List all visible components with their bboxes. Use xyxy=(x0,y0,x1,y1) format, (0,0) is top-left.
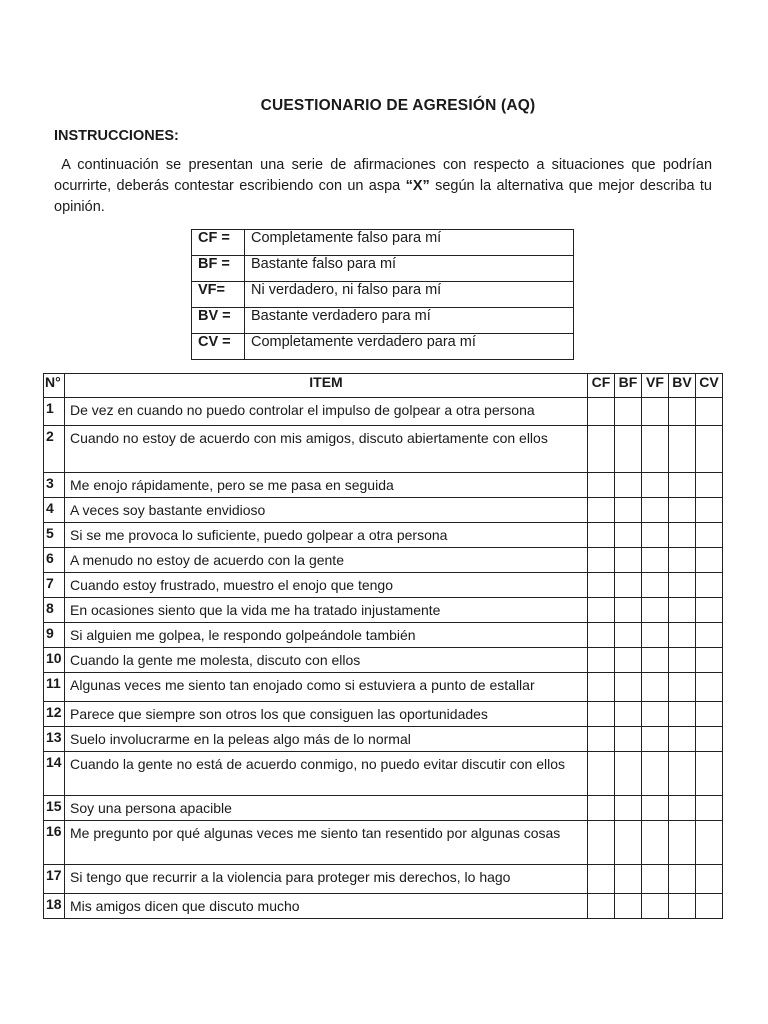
item-number: 14 xyxy=(44,752,65,796)
table-row xyxy=(44,498,723,523)
header-cf: CF xyxy=(588,374,615,398)
table-row xyxy=(44,796,723,821)
answer-cell-cv[interactable] xyxy=(696,894,723,919)
answer-cell-bf[interactable] xyxy=(615,752,642,796)
table-row xyxy=(44,673,723,702)
item-text: Suelo involucrarme en la peleas algo más de lo normal xyxy=(65,727,588,752)
answer-cell-vf[interactable] xyxy=(642,473,669,498)
answer-cell-vf[interactable] xyxy=(642,623,669,648)
answer-cell-bv[interactable] xyxy=(669,573,696,598)
item-number: 9 xyxy=(44,623,65,648)
item-number: 13 xyxy=(44,727,65,752)
table-row xyxy=(44,598,723,623)
answer-cell-bf[interactable] xyxy=(615,426,642,473)
legend-code: CV = xyxy=(192,334,245,360)
answer-cell-cv[interactable] xyxy=(696,398,723,426)
item-number: 2 xyxy=(44,426,65,473)
answer-cell-cf[interactable] xyxy=(588,573,615,598)
answer-cell-vf[interactable] xyxy=(642,573,669,598)
table-row xyxy=(44,623,723,648)
answer-cell-vf[interactable] xyxy=(642,598,669,623)
answer-cell-cf[interactable] xyxy=(588,865,615,894)
answer-cell-cv[interactable] xyxy=(696,752,723,796)
answer-cell-cv[interactable] xyxy=(696,673,723,702)
item-number: 3 xyxy=(44,473,65,498)
answer-cell-cv[interactable] xyxy=(696,865,723,894)
legend-label: Bastante falso para mí xyxy=(245,256,574,282)
answer-cell-bv[interactable] xyxy=(669,473,696,498)
legend-label: Completamente verdadero para mí xyxy=(245,334,574,360)
item-text: Algunas veces me siento tan enojado como si estuviera a punto de estallar xyxy=(65,673,588,702)
answer-cell-vf[interactable] xyxy=(642,426,669,473)
answer-cell-cf[interactable] xyxy=(588,548,615,573)
item-text: Si se me provoca lo suficiente, puedo golpear a otra persona xyxy=(65,523,588,548)
item-number: 11 xyxy=(44,673,65,702)
answer-cell-vf[interactable] xyxy=(642,673,669,702)
answer-cell-cf[interactable] xyxy=(588,702,615,727)
item-number: 16 xyxy=(44,821,65,865)
table-row xyxy=(44,548,723,573)
answer-cell-vf[interactable] xyxy=(642,702,669,727)
item-text: Mis amigos dicen que discuto mucho xyxy=(65,894,588,919)
answer-cell-vf[interactable] xyxy=(642,821,669,865)
item-text: Cuando la gente me molesta, discuto con ellos xyxy=(65,648,588,673)
answer-cell-cf[interactable] xyxy=(588,752,615,796)
answer-cell-cv[interactable] xyxy=(696,573,723,598)
answer-cell-bv[interactable] xyxy=(669,752,696,796)
legend-row xyxy=(192,334,574,360)
answer-cell-cv[interactable] xyxy=(696,598,723,623)
answer-cell-bf[interactable] xyxy=(615,398,642,426)
answer-cell-cf[interactable] xyxy=(588,598,615,623)
answer-cell-bf[interactable] xyxy=(615,573,642,598)
answer-cell-cv[interactable] xyxy=(696,473,723,498)
table-row xyxy=(44,398,723,426)
answer-cell-bf[interactable] xyxy=(615,548,642,573)
item-text: Cuando la gente no está de acuerdo conmigo, no puedo evitar discutir con ellos xyxy=(65,752,588,796)
answer-cell-bf[interactable] xyxy=(615,727,642,752)
item-number: 8 xyxy=(44,598,65,623)
item-number: 17 xyxy=(44,865,65,894)
answer-cell-cv[interactable] xyxy=(696,702,723,727)
legend-code: CF = xyxy=(192,230,245,256)
answer-cell-vf[interactable] xyxy=(642,548,669,573)
item-text: Si tengo que recurrir a la violencia para proteger mis derechos, lo hago xyxy=(65,865,588,894)
answer-cell-bv[interactable] xyxy=(669,523,696,548)
item-text: Cuando estoy frustrado, muestro el enojo que tengo xyxy=(65,573,588,598)
answer-cell-bv[interactable] xyxy=(669,398,696,426)
answer-cell-bv[interactable] xyxy=(669,865,696,894)
item-text: A veces soy bastante envidioso xyxy=(65,498,588,523)
legend-code: BV = xyxy=(192,308,245,334)
table-row xyxy=(44,426,723,473)
answer-cell-cf[interactable] xyxy=(588,894,615,919)
answer-cell-bf[interactable] xyxy=(615,821,642,865)
legend-code: VF= xyxy=(192,282,245,308)
answer-cell-vf[interactable] xyxy=(642,727,669,752)
answer-cell-bf[interactable] xyxy=(615,648,642,673)
table-row xyxy=(44,727,723,752)
answer-cell-cv[interactable] xyxy=(696,498,723,523)
answer-cell-cf[interactable] xyxy=(588,796,615,821)
item-number: 6 xyxy=(44,548,65,573)
legend-label: Completamente falso para mí xyxy=(245,230,574,256)
answer-cell-cv[interactable] xyxy=(696,548,723,573)
answer-cell-cv[interactable] xyxy=(696,796,723,821)
table-row xyxy=(44,473,723,498)
answer-cell-bv[interactable] xyxy=(669,821,696,865)
intro-paragraph xyxy=(54,155,712,218)
answer-cell-cv[interactable] xyxy=(696,426,723,473)
legend-row xyxy=(192,230,574,256)
table-row xyxy=(44,865,723,894)
legend-row xyxy=(192,282,574,308)
answer-cell-cv[interactable] xyxy=(696,727,723,752)
header-vf: VF xyxy=(642,374,669,398)
answer-cell-bv[interactable] xyxy=(669,648,696,673)
item-text: Me pregunto por qué algunas veces me siento tan resentido por algunas cosas xyxy=(65,821,588,865)
answer-cell-vf[interactable] xyxy=(642,523,669,548)
item-number: 7 xyxy=(44,573,65,598)
answer-cell-bv[interactable] xyxy=(669,796,696,821)
answer-cell-bv[interactable] xyxy=(669,598,696,623)
answer-cell-vf[interactable] xyxy=(642,648,669,673)
answer-cell-bv[interactable] xyxy=(669,673,696,702)
intro-text-1: A continuación se presentan una serie de afirmaciones con respecto a situaciones que podrían ocurrirte, deberás contestar escribiendo con un aspa xyxy=(54,157,713,194)
answer-cell-bf[interactable] xyxy=(615,796,642,821)
answer-cell-vf[interactable] xyxy=(642,752,669,796)
answer-cell-cf[interactable] xyxy=(588,821,615,865)
answer-cell-cf[interactable] xyxy=(588,398,615,426)
answer-cell-bf[interactable] xyxy=(615,523,642,548)
item-number: 15 xyxy=(44,796,65,821)
table-row xyxy=(44,523,723,548)
table-row xyxy=(44,821,723,865)
answer-cell-bv[interactable] xyxy=(669,498,696,523)
header-num: N° xyxy=(44,374,65,398)
item-text: Soy una persona apacible xyxy=(65,796,588,821)
item-number: 18 xyxy=(44,894,65,919)
table-row xyxy=(44,752,723,796)
legend-row xyxy=(192,308,574,334)
answer-cell-vf[interactable] xyxy=(642,865,669,894)
table-row xyxy=(44,702,723,727)
answer-cell-cf[interactable] xyxy=(588,673,615,702)
answer-cell-vf[interactable] xyxy=(642,398,669,426)
intro-text-2: según la alternativa que mejor describa tu opinión. xyxy=(54,178,712,215)
item-number: 5 xyxy=(44,523,65,548)
item-text: De vez en cuando no puedo controlar el impulso de golpear a otra persona xyxy=(65,398,588,426)
answer-cell-cf[interactable] xyxy=(588,426,615,473)
answer-cell-bf[interactable] xyxy=(615,598,642,623)
page-title: CUESTIONARIO DE AGRESIÓN (AQ) xyxy=(260,97,536,114)
answer-cell-bf[interactable] xyxy=(615,894,642,919)
answer-cell-bf[interactable] xyxy=(615,498,642,523)
header-bf: BF xyxy=(615,374,642,398)
answer-cell-bv[interactable] xyxy=(669,702,696,727)
item-number: 12 xyxy=(44,702,65,727)
answer-cell-bf[interactable] xyxy=(615,865,642,894)
intro-mark: “X” xyxy=(405,178,430,194)
legend-code: BF = xyxy=(192,256,245,282)
item-number: 4 xyxy=(44,498,65,523)
item-text: Si alguien me golpea, le respondo golpeándole también xyxy=(65,623,588,648)
table-header-row xyxy=(44,374,723,398)
header-bv: BV xyxy=(669,374,696,398)
answer-cell-cf[interactable] xyxy=(588,648,615,673)
item-text: A menudo no estoy de acuerdo con la gente xyxy=(65,548,588,573)
answer-cell-cv[interactable] xyxy=(696,623,723,648)
answer-cell-cv[interactable] xyxy=(696,523,723,548)
table-row xyxy=(44,894,723,919)
legend-label: Bastante verdadero para mí xyxy=(245,308,574,334)
answer-cell-bf[interactable] xyxy=(615,673,642,702)
answer-cell-cf[interactable] xyxy=(588,523,615,548)
answer-cell-bv[interactable] xyxy=(669,623,696,648)
item-text: Cuando no estoy de acuerdo con mis amigos, discuto abiertamente con ellos xyxy=(65,426,588,473)
answer-cell-bv[interactable] xyxy=(669,727,696,752)
answer-cell-bf[interactable] xyxy=(615,473,642,498)
answer-cell-bv[interactable] xyxy=(669,894,696,919)
answer-cell-bf[interactable] xyxy=(615,702,642,727)
answer-cell-cv[interactable] xyxy=(696,821,723,865)
answer-cell-cf[interactable] xyxy=(588,727,615,752)
table-row xyxy=(44,648,723,673)
header-cv: CV xyxy=(696,374,723,398)
legend-row xyxy=(192,256,574,282)
answer-cell-cf[interactable] xyxy=(588,498,615,523)
answer-cell-vf[interactable] xyxy=(642,796,669,821)
item-text: Me enojo rápidamente, pero se me pasa en seguida xyxy=(65,473,588,498)
questionnaire-table xyxy=(43,373,723,919)
header-item: ITEM xyxy=(65,374,588,398)
legend-table xyxy=(191,229,574,360)
answer-cell-bf[interactable] xyxy=(615,623,642,648)
item-text: Parece que siempre son otros los que consiguen las oportunidades xyxy=(65,702,588,727)
item-number: 10 xyxy=(44,648,65,673)
answer-cell-bv[interactable] xyxy=(669,548,696,573)
answer-cell-cv[interactable] xyxy=(696,648,723,673)
answer-cell-cf[interactable] xyxy=(588,623,615,648)
answer-cell-vf[interactable] xyxy=(642,498,669,523)
instructions-heading: INSTRUCCIONES: xyxy=(54,128,179,144)
answer-cell-bv[interactable] xyxy=(669,426,696,473)
answer-cell-vf[interactable] xyxy=(642,894,669,919)
legend-label: Ni verdadero, ni falso para mí xyxy=(245,282,574,308)
item-text: En ocasiones siento que la vida me ha tratado injustamente xyxy=(65,598,588,623)
table-row xyxy=(44,573,723,598)
answer-cell-cf[interactable] xyxy=(588,473,615,498)
item-number: 1 xyxy=(44,398,65,426)
